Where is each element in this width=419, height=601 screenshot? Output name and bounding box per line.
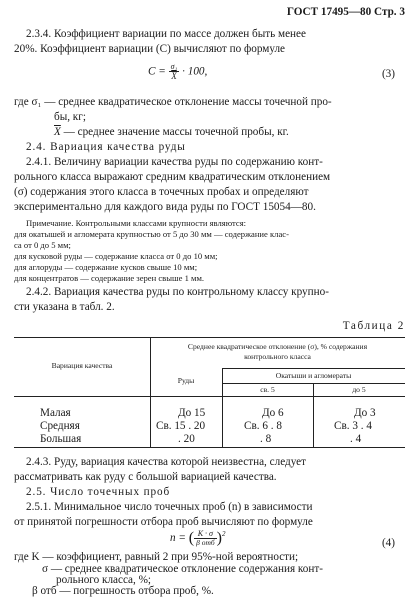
table-header-variation: Вариация качества [51,361,113,370]
note-line5: для аглоруды — содержание кусков свыше 10 мм; [14,262,198,272]
table-rule-pellets [222,368,405,369]
table-row-1-over5: До 6 [262,407,284,419]
table-row-1-upto5: До 3 [354,407,376,419]
where2-line1: где K — коэффициент, равный 2 при 95%-ной вероятности; [14,551,299,563]
paragraph-2-4-1-line3: (σ) содержания этого класса в точечных пробах и определяют [14,186,309,198]
paragraph-2-4-2-line2: сти указана в табл. 2. [14,301,115,313]
paragraph-2-4-3-line2: рассматривать как руду с большой вариацией качества. [14,471,277,483]
section-2-4-title: 2.4. Вариация качества руды [26,141,186,153]
table-caption [343,321,405,332]
where2-line3: рольного класса, %; [56,574,152,586]
where2-line4: β отб — погрешность отбора проб, %. [32,585,214,597]
table-header-over5: св. 5 [260,385,275,394]
paragraph-2-5-1-line1: 2.5.1. Минимальное число точечных проб (n) в зависимости [26,501,313,513]
table-row-1-name: Малая [40,407,71,419]
paragraph-2-3-4-line2: 20%. Коэффициент вариации (С) вычисляют по формуле [14,43,285,55]
page-header: ГОСТ 17495—80 Стр. 3 [286,6,405,18]
table-header-std: Среднее квадратическое отклонение (σ), % содержания [187,342,368,351]
note-line1: Примечание. Контрольными классами крупности являются: [26,218,247,228]
table-rule-header-bottom [14,396,405,397]
formula-4-number: (4) [381,537,395,549]
table-caption-text: Таблица 2 [342,320,405,332]
table-row-1-ore: До 15 [178,407,206,419]
table-header-ore: Руды [177,376,195,385]
formula-4-paren-close: ) [216,529,222,547]
note-line6: для концентратов — содержание зерен свыше 1 мм. [14,273,205,283]
paragraph-2-4-1-line4: экспериментально для каждого вида руды по ГОСТ 15054—80. [14,201,316,213]
formula-3-tail: · 100, [182,65,208,78]
table-row-2-over5: Св. 6 . 8 [244,420,282,432]
where1-line2: бы, кг; [54,111,86,123]
table-row-2-upto5: Св. 3 . 4 [334,420,372,432]
table-rule-top [14,337,405,338]
formula-3-numerator: σ₁ [170,62,178,71]
table-header-upto5: до 5 [352,385,366,394]
where1-line3-x: $\overline{X}$ [54,126,61,138]
formula-3-lhs: C = [148,65,166,78]
formula-4-numerator: K · σ [194,530,217,539]
formula-4-fraction [194,530,217,547]
table-row-3-name: Большая [40,433,82,445]
formula-4 [170,530,225,547]
where1-line3 [54,127,289,138]
table-row-2-ore: Св. 15 . 20 [156,420,206,432]
formula-3-denominator: X [171,71,177,81]
paragraph-2-4-1-line1: 2.4.1. Величину вариации качества руды по содержанию конт- [26,156,323,168]
note-line2: для окатышей и агломерата крупностью от 5 до 30 мм — содержание клас- [14,229,289,239]
where1-line1: где σ₁ — среднее квадратическое отклонение массы точечной про- [14,96,332,108]
paragraph-2-4-2-line1: 2.4.2. Вариация качества руды по контрольному классу крупно- [26,286,329,298]
formula-4-denominator: β отб [196,538,215,547]
note-line4: для кусковой руды — содержание класса от 0 до 10 мм; [14,251,218,261]
formula-4-lhs: n = [170,531,186,544]
paragraph-2-5-1-line2: от принятой погрешности отбора проб вычисляют по формуле [14,516,313,528]
paragraph-2-3-4-line1: 2.3.4. Коэффициент вариации по массе должен быть менее [26,28,306,40]
table-vrule-2 [222,368,223,447]
note-line3: са от 0 до 5 мм; [14,240,71,250]
formula-4-power: 2 [221,530,226,539]
table-row-3-ore: . 20 [178,433,195,445]
formula-4-paren-open: ( [188,529,195,547]
formula-3 [148,63,207,81]
table-row-3-upto5: . 4 [350,433,362,445]
where2-line2: σ — среднее квадратическое отклонение содержания конт- [42,563,323,575]
paragraph-2-4-1-line2: рольного класса выражают средним квадратическим отклонением [14,171,331,183]
where1-line3-text: — среднее значение массы точечной пробы, кг. [60,126,289,138]
table-header-pellets: Окатыши и агломераты [275,371,352,380]
table-header-std-2: контрольного класса [244,352,311,361]
table-row-3-over5: . 8 [260,433,272,445]
table-row-2-name: Средняя [40,420,80,432]
formula-3-number: (3) [381,68,395,80]
table-rule-bottom [14,447,405,448]
formula-3-fraction [169,63,180,81]
section-2-5-title: 2.5. Число точечных проб [26,486,171,498]
paragraph-2-4-3-line1: 2.4.3. Руду, вариация качества которой неизвестна, следует [26,456,307,468]
